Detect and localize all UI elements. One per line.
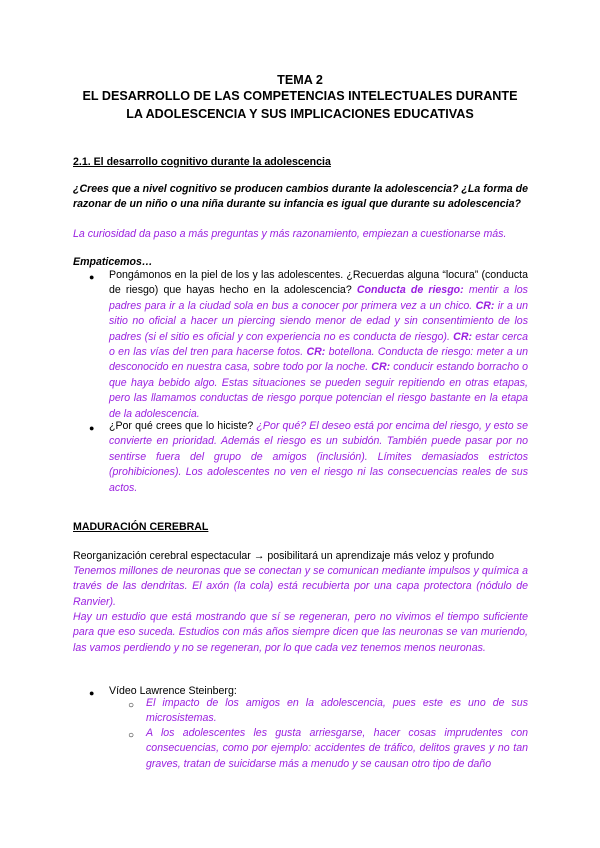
sub-item-2: A los adolescentes les gusta arriesgarse, hacer cosas imprudentes con consecuencias, como por ejemplo: accidentes de tráfico, delitos graves y no tan graves, tratan de suicidarse más a menudo y se causan otro tipo de daño	[146, 727, 528, 770]
circle-bullet-icon: ○	[128, 700, 135, 711]
bullet-1-text1: mentir a los padres para ir a la ciudad sola en bus a conocer por primera vez a un chico.	[109, 284, 528, 312]
cr-label-2: CR:	[453, 330, 473, 343]
bullet-1-text3: estar cerca o en las vías del tren para hacerse fotos.	[109, 330, 528, 359]
bullet-1-label: Conducta de riesgo:	[356, 284, 464, 297]
maduracion-para-1: Tenemos millones de neuronas que se conectan y se comunican mediante impulsos y química a través de las dendritas. El axón (la cola) está recubierta por una capa protectora (nódulo de Ranvier).	[73, 565, 528, 608]
circle-bullet-icon: ○	[128, 730, 135, 741]
video-label: Vídeo Lawrence Steinberg:	[109, 685, 237, 697]
bullet-1-text4: botellona. Conducta de riesgo: meter a un desconocido en nuestra casa, sobre todo por la noche.	[109, 346, 528, 374]
title-line-2: LA ADOLESCENCIA Y SUS IMPLICACIONES EDUCATIVAS	[126, 107, 474, 121]
maduracion-para-2: Hay un estudio que está mostrando que sí se regeneran, pero no vivimos el tiempo suficiente para que eso suceda. Estudios con más años siempre dicen que las neuronas se van muriendo, las vamos perdiendo y no se regeneran, por lo que cada vez tenemos menos neuronas.	[73, 611, 528, 654]
maduracion-intro: Reorganización cerebral espectacular → posibilitará un aprendizaje más veloz y profundo	[73, 550, 495, 562]
title-line-1: EL DESARROLLO DE LAS COMPETENCIAS INTELECTUALES DURANTE	[82, 89, 518, 103]
maduracion-heading: MADURACIÓN CEREBRAL	[73, 521, 209, 533]
bullet-2-answer: ¿Por qué? El deseo está por encima del riesgo, y esto se convierte en prioridad. Además el riesgo es un subidón. También puede pasar por no sentirse fuera del grupo de amigos (inclusión). Límites demasiados estrictos (prohibiciones). Los adolescentes no ven el riesgo ni las consecuencias reales de sus actos.	[109, 420, 528, 494]
bullet-icon: ●	[89, 688, 95, 698]
empaticemos-heading: Empaticemos…	[73, 256, 153, 268]
bullet-icon: ●	[89, 423, 95, 433]
cr-label-1: CR:	[475, 299, 495, 312]
bullet-1-text5: conducir estando borracho o que haya bebido algo. Estas situaciones se pueden seguir repitiendo en otras etapas, pero las llamamos conductas de riesgo porque potencian el riesgo bastante en la etapa de la adolescencia.	[109, 361, 528, 420]
bullet-1-intro: Pongámonos en la piel de los y las adolescentes. ¿Recuerdas alguna “locura” (conducta de riesgo) que hayas hecho en la adolescencia?	[109, 269, 528, 297]
sub-item-1: El impacto de los amigos en la adolescencia, pues este es uno de sus microsistemas.	[146, 697, 528, 725]
bullet-2-text	[109, 419, 528, 496]
tema-label: TEMA 2	[277, 73, 323, 87]
section-heading-2-1: 2.1. El desarrollo cognitivo durante la adolescencia	[73, 156, 331, 168]
bullet-icon: ●	[89, 272, 95, 282]
bullet-1-text2: ir a un sitio no oficial a hacer un piercing siendo menor de edad y sin consentimiento de los padres (si el sitio es oficial y con experiencia no es conducta de riesgo).	[109, 299, 528, 343]
bullet-2-intro: ¿Por qué crees que lo hiciste?	[109, 420, 254, 432]
cr-label-3: CR:	[306, 346, 326, 359]
section-question: ¿Crees que a nivel cognitivo se producen cambios durante la adolescencia? ¿La forma de razonar de un niño o una niña durante su infancia es igual que durante su adolescencia?	[73, 183, 528, 211]
bullet-1-text	[109, 268, 528, 422]
cr-label-4: CR:	[371, 361, 391, 374]
section-answer: La curiosidad da paso a más preguntas y más razonamiento, empiezan a cuestionarse más.	[73, 228, 507, 240]
